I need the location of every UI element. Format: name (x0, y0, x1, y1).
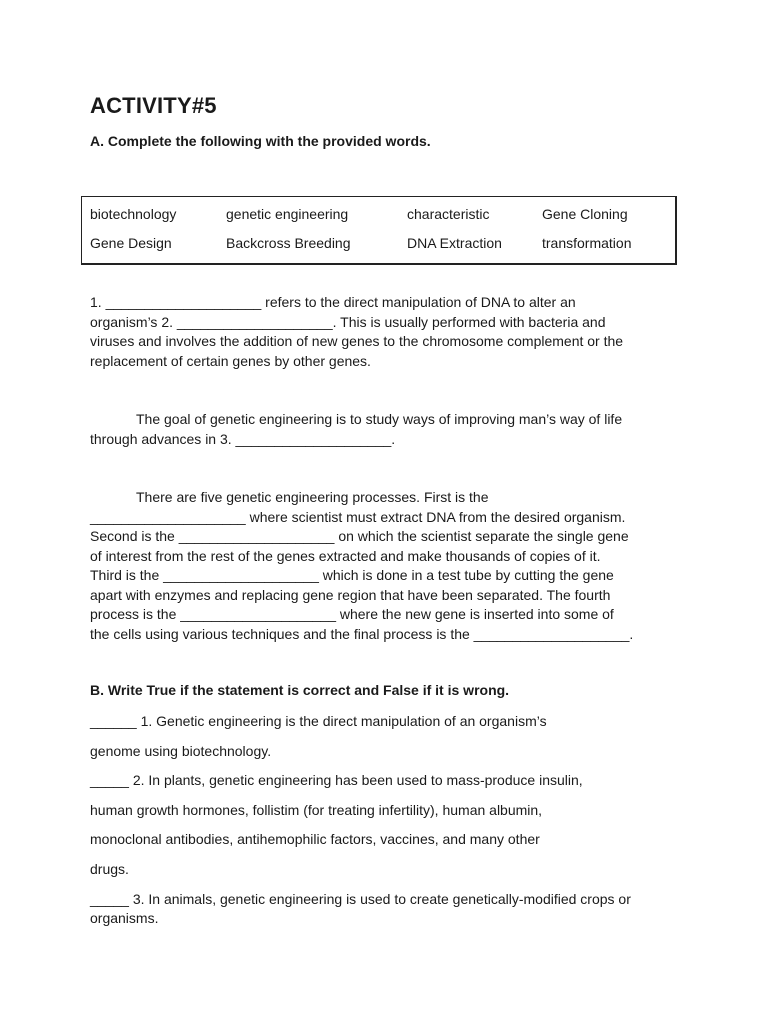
statement-3-line: _____ 3. In animals, genetic engineering is used to create genetically-modified crops or (90, 891, 631, 907)
statement-2-line: _____ 2. In plants, genetic engineering has been used to mass-produce insulin, (90, 772, 583, 788)
paragraph-line: There are five genetic engineering processes. First is the (136, 489, 489, 505)
word-bank-item: Backcross Breeding (226, 235, 351, 251)
paragraph-line: replacement of certain genes by other genes. (90, 352, 371, 369)
word-bank-item: Gene Cloning (542, 206, 628, 222)
paragraph-line: the cells using various techniques and the final process is the ____________________. (90, 625, 634, 642)
word-bank-item: biotechnology (90, 206, 177, 222)
word-bank-item: Gene Design (90, 235, 172, 251)
word-bank-item: characteristic (407, 206, 490, 222)
statement-2-continuation: human growth hormones, follistim (for treating infertility), human albumin, (90, 802, 543, 818)
paragraph-line: organism’s 2. ____________________. This is usually performed with bacteria and (90, 313, 606, 330)
paragraph-line: 1. ____________________ refers to the direct manipulation of DNA to alter an (90, 294, 576, 310)
word-bank-item: DNA Extraction (407, 235, 502, 251)
statement-2-continuation: drugs. (90, 861, 129, 877)
paragraph-line: Second is the ____________________ on which the scientist separate the single gene (90, 528, 629, 544)
paragraph-2 (90, 410, 680, 449)
paragraph-line: of interest from the rest of the genes extracted and make thousands of copies of it. (90, 547, 601, 564)
paragraph-line: through advances in 3. ____________________. (90, 430, 396, 447)
activity-title: ACTIVITY#5 (90, 93, 217, 118)
section-a-instruction: A. Complete the following with the provided words. (90, 133, 431, 149)
statement-3-continuation: organisms. (90, 910, 159, 926)
paragraph-3 (90, 488, 680, 644)
paragraph-line: ____________________ where scientist must extract DNA from the desired organism. (90, 508, 626, 525)
paragraph-1 (90, 293, 680, 371)
statement-1-continuation: genome using biotechnology. (90, 743, 272, 759)
paragraph-line: apart with enzymes and replacing gene region that have been separated. The fourth (90, 586, 611, 603)
paragraph-line: viruses and involves the addition of new genes to the chromosome complement or the (90, 333, 624, 349)
paragraph-line: Third is the ____________________ which is done in a test tube by cutting the gene (90, 567, 614, 583)
paragraph-line: process is the ____________________ where the new gene is inserted into some of (90, 606, 614, 622)
paragraph-line: The goal of genetic engineering is to study ways of improving man’s way of life (136, 411, 623, 427)
word-bank-item: genetic engineering (226, 206, 349, 222)
word-bank (81, 196, 677, 265)
statement-2-continuation: monoclonal antibodies, antihemophilic factors, vaccines, and many other (90, 831, 540, 847)
word-bank-item: transformation (542, 235, 632, 251)
statement-1-line: ______ 1. Genetic engineering is the direct manipulation of an organism’s (90, 713, 547, 729)
section-b-instruction: B. Write True if the statement is correct and False if it is wrong. (90, 682, 510, 698)
